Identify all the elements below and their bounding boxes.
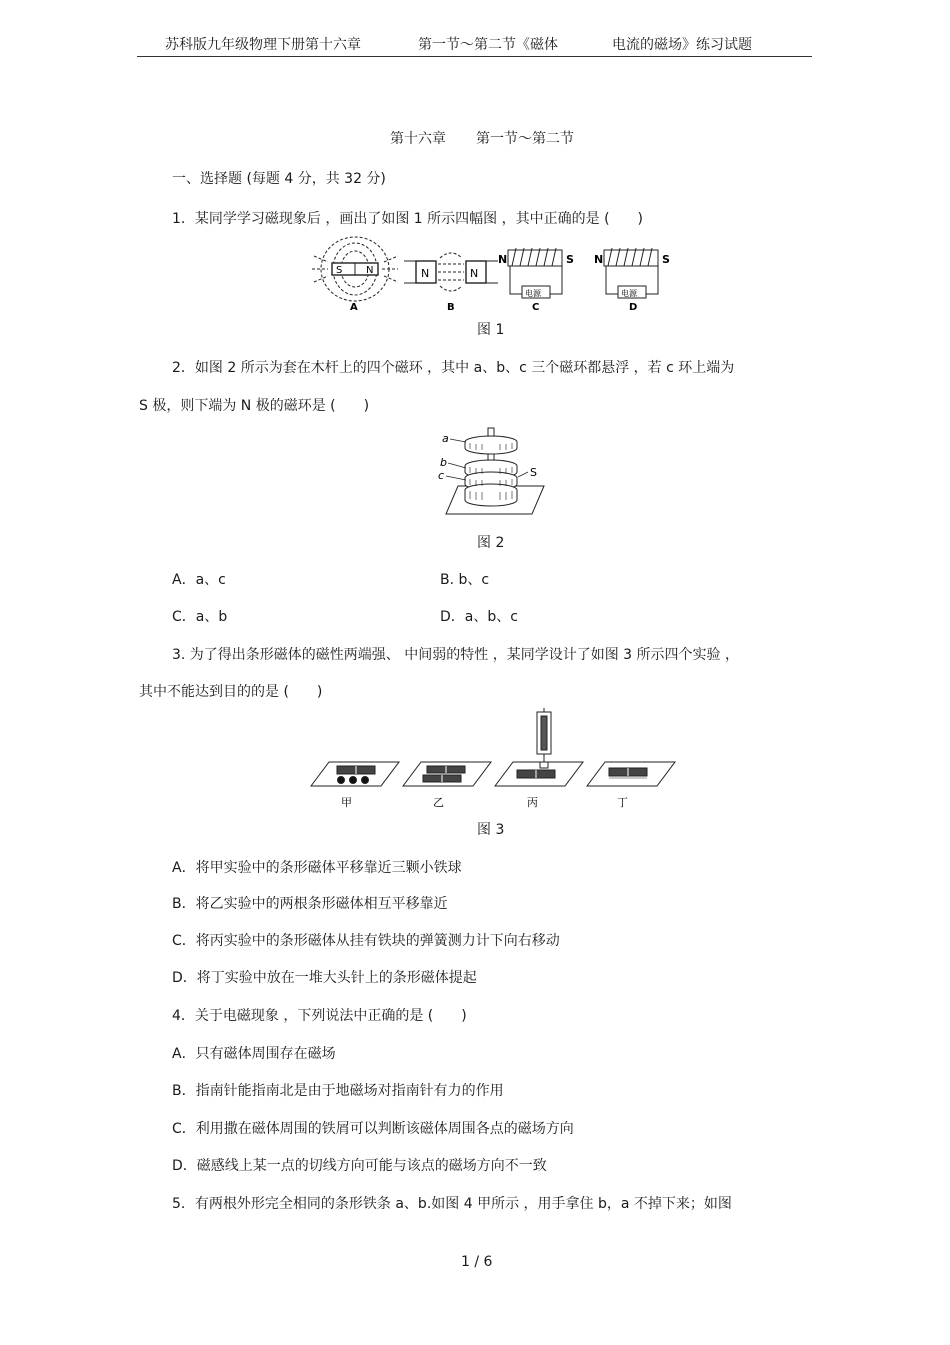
header-title-part3: 电流的磁场》练习试题 [612,37,752,53]
fig1-d-s-label: S [662,253,670,266]
fig1-c-power: 电源 [525,289,541,298]
question-4-option-b: B．指南针能指南北是由于地磁场对指南针有力的作用 [172,1083,504,1099]
fig3-label-ding: 丁 [617,796,628,809]
figure-1-caption: 图 1 [477,322,505,338]
fig1-label-b: B [447,302,455,313]
fig1-label-c: C [532,302,540,313]
question-4: 4．关于电磁现象 ，下列说法中正确的是 ( ) [172,1008,467,1024]
question-3-line1: 3. 为了得出条形磁体的磁性两端强、 中间弱的特性 ，某同学设计了如图 3 所示四个实验 ， [172,647,739,663]
fig1-a-s-label: S [336,265,343,276]
question-3-line2: 其中不能达到目的的是 ( ) [139,684,323,700]
fig2-label-b: b [440,456,447,469]
question-4-option-c: C．利用撒在磁体周围的铁屑可以判断该磁体周围各点的磁场方向 [172,1121,574,1137]
fig1-b-n-right: N [470,267,479,280]
fig3-label-jia: 甲 [341,796,352,809]
chapter-title: 第十六章 [390,131,446,147]
fig1-d-power: 电源 [621,289,637,298]
question-2-line2: S 极，则下端为 N 极的磁环是 ( ) [139,398,370,414]
question-4-option-d: D．磁感线上某一点的切线方向可能与该点的磁场方向不一致 [172,1158,547,1174]
fig1-c-s-label: S [566,253,574,266]
fig1-label-a: A [350,302,358,313]
question-2-line1: 2．如图 2 所示为套在木杆上的四个磁环 ，其中 a、b、c 三个磁环都悬浮 ，若 c 环上端为 [172,360,735,376]
question-5: 5．有两根外形完全相同的条形铁条 a、b.如图 4 甲所示 ，用手拿住 b，a 不掉下来；如图 [172,1196,732,1212]
question-1: 1．某同学学习磁现象后 ，画出了如图 1 所示四幅图 ，其中正确的是 ( ) [172,211,643,227]
fig3-label-bing: 丙 [527,796,538,809]
question-2-option-a: A．a、c [172,572,226,588]
figure-3 [305,708,685,812]
header-title-part2: 第一节～第二节《磁体 [418,37,558,53]
fig1-label-d: D [629,302,638,313]
figure-1 [300,236,690,314]
question-2-option-c: C．a、b [172,609,228,625]
header-title-part1: 苏科版九年级物理下册第十六章 [165,37,361,53]
figure-2 [436,426,556,520]
fig2-label-s: S [530,466,537,479]
question-4-option-a: A．只有磁体周围存在磁场 [172,1046,336,1062]
fig1-c-n-label: N [498,253,508,266]
figure-1-b [404,253,498,291]
question-3-option-c: C．将丙实验中的条形磁体从挂有铁块的弹簧测力计下向右移动 [172,933,560,949]
question-2-option-d: D．a、b、c [440,609,518,625]
fig1-d-n-label: N [594,253,604,266]
header-rule [137,56,812,57]
question-2-option-b: B. b、c [440,572,490,588]
figure-1-a [312,237,398,301]
fig1-b-n-left: N [421,267,430,280]
question-3-option-d: D．将丁实验中放在一堆大头针上的条形磁体提起 [172,970,477,986]
fig1-a-n-label: N [366,265,374,276]
question-3-option-b: B．将乙实验中的两根条形磁体相互平移靠近 [172,896,448,912]
section-title: 第一节～第二节 [476,131,574,147]
fig2-label-a: a [442,432,449,445]
fig2-label-c: c [438,469,445,482]
section-heading: 一、选择题 (每题 4 分，共 32 分) [172,171,386,187]
page-number: 1 / 6 [461,1254,493,1270]
figure-3-caption: 图 3 [477,822,505,838]
question-3-option-a: A．将甲实验中的条形磁体平移靠近三颗小铁球 [172,860,462,876]
figure-2-caption: 图 2 [477,535,505,551]
fig3-label-yi: 乙 [433,796,444,809]
